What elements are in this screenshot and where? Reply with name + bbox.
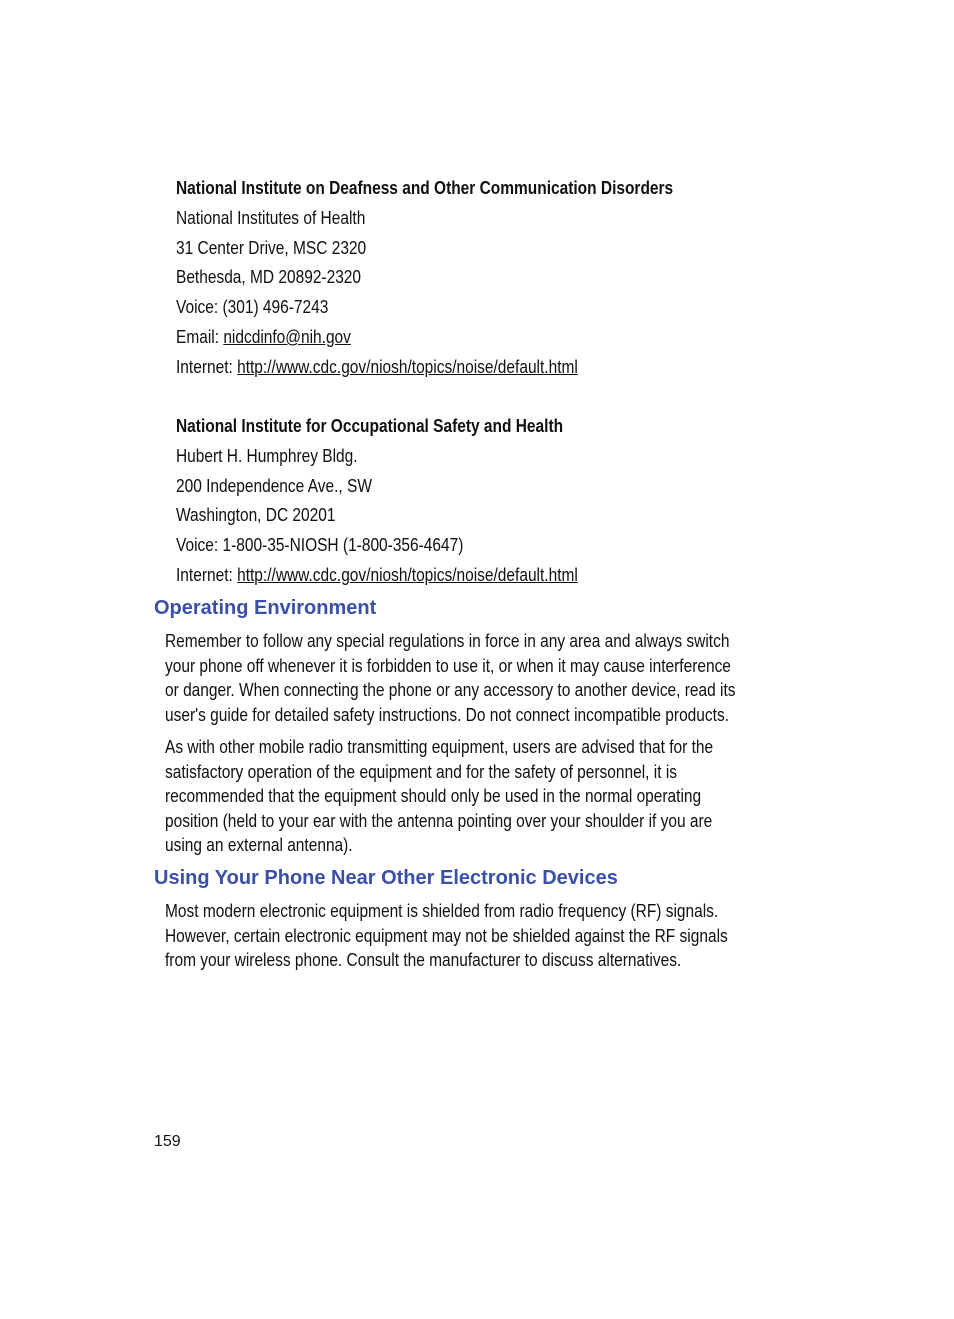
niosh-title: National Institute for Occupational Safety and Health <box>176 416 564 436</box>
nidcd-internet-label: Internet: <box>176 357 238 377</box>
nidcd-internet-line <box>176 356 643 378</box>
nidcd-address-line-2: 31 Center Drive, MSC 2320 <box>176 238 367 258</box>
nidcd-email-line <box>176 326 379 348</box>
electronic-devices-paragraph-1: Most modern electronic equipment is shielded from radio frequency (RF) signals. However, certain electronic equipment may not be shielded against the RF signals from your wireless phone. Consult the manufacturer to discuss alternatives. <box>165 901 728 971</box>
niosh-address-line-3: Washington, DC 20201 <box>176 505 336 525</box>
electronic-devices-heading: Using Your Phone Near Other Electronic Devices <box>154 867 618 889</box>
niosh-internet-link[interactable]: http://www.cdc.gov/niosh/topics/noise/default.html <box>237 565 578 585</box>
operating-environment-paragraph-1: Remember to follow any special regulations in force in any area and always switch your phone off whenever it is forbidden to use it, or when it may cause interference or danger. When connecting the phone or any accessory to another device, read its user's guide for detailed safety instructions. Do not connect incompatible products. <box>165 631 736 725</box>
nidcd-email-label: Email: <box>176 327 224 347</box>
operating-environment-heading: Operating Environment <box>154 597 377 619</box>
nidcd-email-link[interactable]: nidcdinfo@nih.gov <box>223 327 351 347</box>
nidcd-internet-link[interactable]: http://www.cdc.gov/niosh/topics/noise/default.html <box>237 357 578 377</box>
page-number: 159 <box>154 1133 181 1150</box>
niosh-internet-label: Internet: <box>176 565 238 585</box>
operating-environment-paragraph-2: As with other mobile radio transmitting equipment, users are advised that for the satisfactory operation of the equipment and for the safety of personnel, it is recommended that the equipment should only be used in the normal operating position (held to your ear with the antenna pointing over your shoulder if you are using an external antenna). <box>165 737 714 856</box>
nidcd-address-line-1: National Institutes of Health <box>176 208 366 228</box>
niosh-voice: Voice: 1-800-35-NIOSH (1-800-356-4647) <box>176 535 464 555</box>
nidcd-title: National Institute on Deafness and Other Communication Disorders <box>176 178 674 198</box>
nidcd-address-line-3: Bethesda, MD 20892-2320 <box>176 267 362 287</box>
niosh-internet-line <box>176 564 643 586</box>
nidcd-voice: Voice: (301) 496-7243 <box>176 297 329 317</box>
niosh-address-line-1: Hubert H. Humphrey Bldg. <box>176 446 358 466</box>
niosh-address-line-2: 200 Independence Ave., SW <box>176 476 372 496</box>
